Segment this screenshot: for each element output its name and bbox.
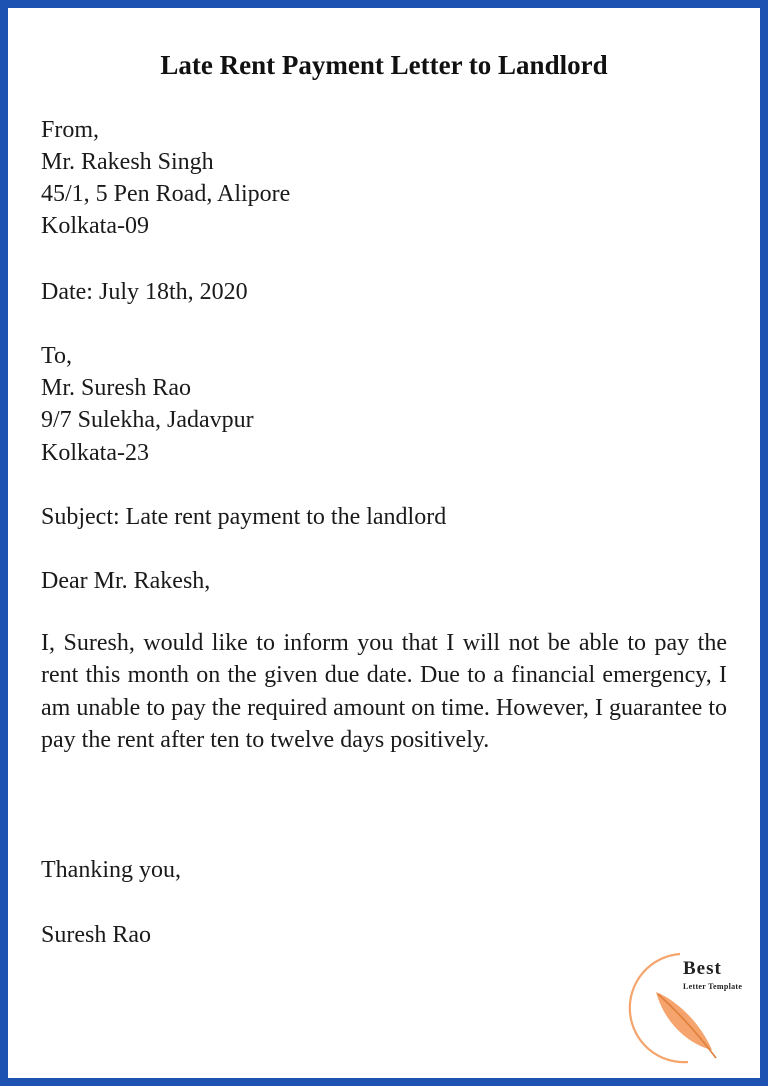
letter-title: Late Rent Payment Letter to Landlord <box>160 50 608 80</box>
letter-body: I, Suresh, would like to inform you that I will not be able to pay the rent this month on the given due date. Due to a financial emergency, I am unable to pay the required amount on time. However, I guarantee to pay the rent after ten to twelve days positively. <box>41 630 727 754</box>
logo-sub-text: Letter Template <box>683 982 743 991</box>
from-address-line-1: 45/1, 5 Pen Road, Alipore <box>41 181 291 207</box>
from-address-line-2: Kolkata-09 <box>41 213 149 239</box>
from-name: Mr. Rakesh Singh <box>41 149 214 175</box>
to-address-line-2: Kolkata-23 <box>41 440 149 466</box>
salutation: Dear Mr. Rakesh, <box>41 568 211 594</box>
to-label: To, <box>41 343 72 369</box>
logo-main-text: Best <box>683 958 722 979</box>
signature: Suresh Rao <box>41 922 151 948</box>
letter-subject: Subject: Late rent payment to the landlord <box>41 504 447 530</box>
letter-date: Date: July 18th, 2020 <box>41 279 248 305</box>
to-name: Mr. Suresh Rao <box>41 375 191 401</box>
closing: Thanking you, <box>41 857 181 883</box>
to-address-line-1: 9/7 Sulekha, Jadavpur <box>41 407 254 433</box>
from-label: From, <box>41 117 100 143</box>
